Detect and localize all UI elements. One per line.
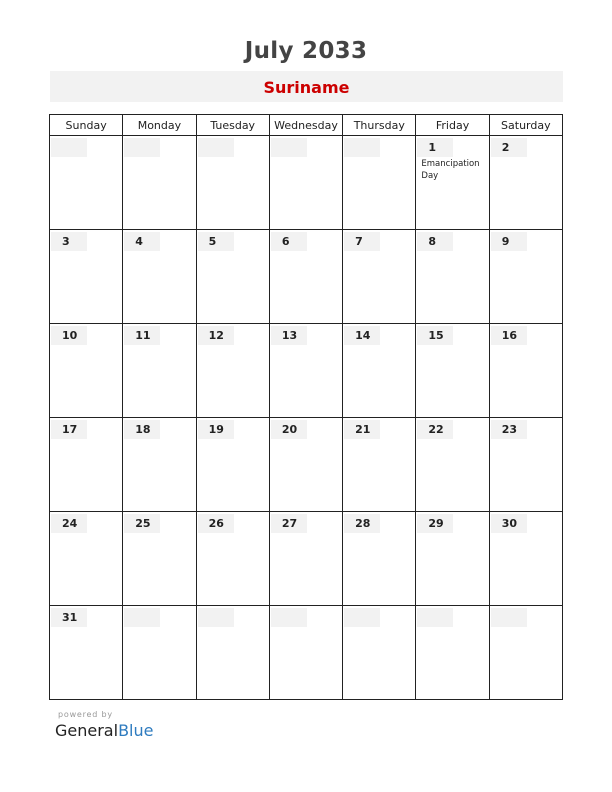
- day-number: 22: [417, 420, 453, 439]
- day-cell[interactable]: [416, 606, 489, 700]
- day-cell[interactable]: [196, 136, 269, 230]
- day-number: 13: [271, 326, 307, 345]
- day-cell[interactable]: [50, 136, 123, 230]
- day-number: 19: [198, 420, 234, 439]
- day-cell[interactable]: [489, 230, 562, 324]
- day-cell[interactable]: [123, 136, 196, 230]
- day-number: 4: [124, 232, 160, 251]
- weekday-header-row: [50, 115, 563, 136]
- day-cell[interactable]: [489, 136, 562, 230]
- calendar-grid: [49, 114, 563, 700]
- day-number: 28: [344, 514, 380, 533]
- empty-day-marker: [124, 138, 160, 157]
- day-cell[interactable]: [196, 512, 269, 606]
- day-cell[interactable]: [269, 324, 342, 418]
- holiday-label: Emancipation Day: [421, 159, 480, 181]
- day-cell[interactable]: [416, 324, 489, 418]
- day-cell[interactable]: [343, 324, 416, 418]
- week-row: [50, 230, 563, 324]
- weekday-wednesday: Wednesday: [269, 115, 342, 136]
- day-number: 18: [124, 420, 160, 439]
- brand-blue: Blue: [118, 721, 154, 740]
- day-cell[interactable]: [343, 512, 416, 606]
- day-cell[interactable]: [416, 418, 489, 512]
- empty-day-marker: [344, 138, 380, 157]
- generalblue-logo[interactable]: [55, 721, 153, 740]
- day-cell[interactable]: [50, 324, 123, 418]
- day-cell[interactable]: [50, 512, 123, 606]
- day-number: 31: [51, 608, 87, 627]
- day-number: 8: [417, 232, 453, 251]
- day-cell[interactable]: [269, 512, 342, 606]
- week-row: [50, 324, 563, 418]
- week-row: [50, 136, 563, 230]
- day-cell[interactable]: [269, 418, 342, 512]
- day-number: 9: [491, 232, 527, 251]
- day-cell[interactable]: [269, 230, 342, 324]
- country-name: Suriname: [263, 78, 350, 97]
- empty-day-marker: [271, 608, 307, 627]
- day-cell[interactable]: [123, 324, 196, 418]
- day-number: 23: [491, 420, 527, 439]
- day-cell[interactable]: [269, 136, 342, 230]
- weekday-sunday: Sunday: [50, 115, 123, 136]
- day-cell[interactable]: [196, 324, 269, 418]
- day-cell[interactable]: [50, 418, 123, 512]
- day-number: 1: [417, 138, 453, 157]
- country-bar: [50, 71, 563, 102]
- day-cell[interactable]: [123, 230, 196, 324]
- empty-day-marker: [198, 138, 234, 157]
- day-cell[interactable]: [123, 418, 196, 512]
- brand-general: General: [55, 721, 119, 740]
- day-cell[interactable]: [489, 324, 562, 418]
- empty-day-marker: [51, 138, 87, 157]
- weekday-thursday: Thursday: [343, 115, 416, 136]
- weekday-monday: Monday: [123, 115, 196, 136]
- day-number: 24: [51, 514, 87, 533]
- weekday-tuesday: Tuesday: [196, 115, 269, 136]
- day-cell[interactable]: [343, 606, 416, 700]
- day-cell[interactable]: [416, 512, 489, 606]
- empty-day-marker: [124, 608, 160, 627]
- day-cell[interactable]: [50, 230, 123, 324]
- powered-by-text: powered by: [58, 710, 113, 719]
- day-cell[interactable]: [343, 230, 416, 324]
- day-cell[interactable]: [416, 136, 489, 230]
- weekday-friday: Friday: [416, 115, 489, 136]
- day-number: 14: [344, 326, 380, 345]
- day-number: 11: [124, 326, 160, 345]
- empty-day-marker: [198, 608, 234, 627]
- day-number: 16: [491, 326, 527, 345]
- calendar-body: [50, 136, 563, 700]
- day-number: 3: [51, 232, 87, 251]
- day-cell[interactable]: [196, 418, 269, 512]
- day-cell[interactable]: [489, 606, 562, 700]
- day-cell[interactable]: [489, 418, 562, 512]
- day-cell[interactable]: [343, 136, 416, 230]
- empty-day-marker: [491, 608, 527, 627]
- day-cell[interactable]: [269, 606, 342, 700]
- day-cell[interactable]: [196, 230, 269, 324]
- day-number: 29: [417, 514, 453, 533]
- day-cell[interactable]: [489, 512, 562, 606]
- day-number: 12: [198, 326, 234, 345]
- day-number: 21: [344, 420, 380, 439]
- week-row: [50, 606, 563, 700]
- empty-day-marker: [271, 138, 307, 157]
- day-number: 20: [271, 420, 307, 439]
- day-number: 2: [491, 138, 527, 157]
- day-cell[interactable]: [123, 606, 196, 700]
- day-number: 15: [417, 326, 453, 345]
- day-number: 5: [198, 232, 234, 251]
- day-number: 17: [51, 420, 87, 439]
- week-row: [50, 418, 563, 512]
- day-number: 6: [271, 232, 307, 251]
- day-cell[interactable]: [50, 606, 123, 700]
- day-number: 7: [344, 232, 380, 251]
- day-cell[interactable]: [416, 230, 489, 324]
- day-number: 25: [124, 514, 160, 533]
- day-cell[interactable]: [343, 418, 416, 512]
- empty-day-marker: [344, 608, 380, 627]
- day-cell[interactable]: [123, 512, 196, 606]
- empty-day-marker: [417, 608, 453, 627]
- day-cell[interactable]: [196, 606, 269, 700]
- day-number: 10: [51, 326, 87, 345]
- day-number: 30: [491, 514, 527, 533]
- weekday-saturday: Saturday: [489, 115, 562, 136]
- calendar-title: July 2033: [244, 38, 368, 64]
- day-number: 26: [198, 514, 234, 533]
- week-row: [50, 512, 563, 606]
- day-number: 27: [271, 514, 307, 533]
